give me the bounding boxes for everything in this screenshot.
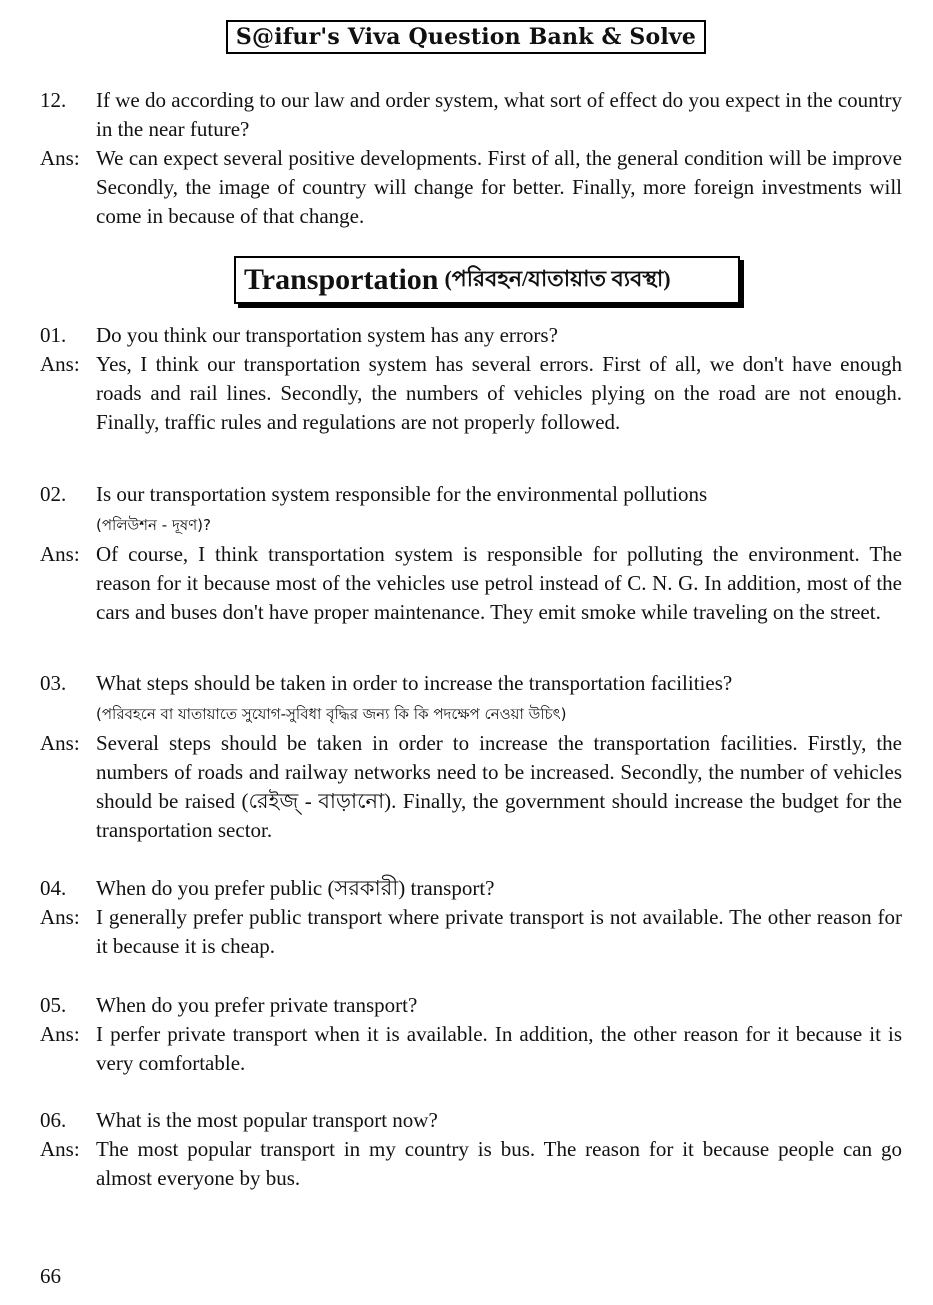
question-number: 03.	[40, 671, 67, 695]
qa-item-02	[40, 480, 902, 627]
qa-item-05	[40, 991, 902, 1078]
page-header-title: S@ifur's Viva Question Bank & Solve	[226, 20, 706, 54]
answer-label: Ans:	[40, 1137, 80, 1161]
question-number: 12.	[40, 88, 67, 112]
answer-label: Ans:	[40, 352, 80, 376]
question-text-en: What steps should be taken in order to increase the transportation facilities?	[96, 671, 733, 695]
answer-text: I generally prefer public transport where private transport is not available. The other reason for it because it is cheap.	[96, 905, 902, 958]
qa-item-12	[40, 86, 902, 231]
qa-item-04	[40, 874, 902, 961]
question-number: 06.	[40, 1108, 67, 1132]
qa-item-01	[40, 321, 902, 437]
question-text-bn: (পলিউশন - দূষণ)?	[96, 516, 211, 534]
answer-text: Of course, I think transportation system is responsible for polluting the environment. The reason for it because most of the vehicles use petrol instead of C. N. G. In addition, most of the cars and buses don't have proper maintenance. They emit smoke while traveling on the street.	[96, 542, 902, 624]
question-text: When do you prefer private transport?	[96, 993, 418, 1017]
question-number: 05.	[40, 993, 67, 1017]
section-title-en: Transportation	[244, 263, 439, 296]
question-number: 01.	[40, 323, 67, 347]
answer-text: I perfer private transport when it is available. In addition, the other reason for it because it is very comfortable.	[96, 1022, 902, 1075]
question-text: Do you think our transportation system has any errors?	[96, 323, 558, 347]
question-text: What is the most popular transport now?	[96, 1108, 438, 1132]
question-text: When do you prefer public (সরকারী) transport?	[96, 876, 495, 900]
answer-label: Ans:	[40, 542, 80, 566]
answer-text: We can expect several positive developments. First of all, the general condition will be improve Secondly, the image of country will change for better. Finally, more foreign investments will come in because of that change.	[96, 146, 902, 228]
qa-item-06	[40, 1106, 902, 1193]
question-text: If we do according to our law and order system, what sort of effect do you expect in the country in the near future?	[96, 88, 902, 141]
question-text-en: Is our transportation system responsible for the environmental pollutions	[96, 482, 708, 506]
section-title-transportation	[234, 256, 740, 304]
question-number: 02.	[40, 482, 67, 506]
qa-item-03	[40, 669, 902, 845]
question-text-bn: (পরিবহনে বা যাতায়াতে সুযোগ-সুবিধা বৃদ্ধির জন্য কি কি পদক্ষেপ নেওয়া উচিৎ)	[96, 705, 567, 723]
answer-text: Several steps should be taken in order to increase the transportation facilities. Firstly, the numbers of roads and railway networks need to be increased. Secondly, the number of vehicles should be raised (রেইজ্ - বাড়ানো). Finally, the government should increase the budget for the transportation sector.	[96, 731, 902, 842]
answer-label: Ans:	[40, 905, 80, 929]
answer-label: Ans:	[40, 146, 80, 170]
question-text	[96, 669, 902, 729]
answer-label: Ans:	[40, 1022, 80, 1046]
answer-text: Yes, I think our transportation system has several errors. First of all, we don't have enough roads and rail lines. Secondly, the numbers of vehicles plying on the road are not enough. Finally, traffic rules and regulations are not properly followed.	[96, 352, 902, 434]
question-number: 04.	[40, 876, 67, 900]
answer-text: The most popular transport in my country is bus. The reason for it because people can go almost everyone by bus.	[96, 1137, 902, 1190]
question-text	[96, 480, 902, 540]
section-title-bn: (পরিবহন/যাতায়াত ব্যবস্থা)	[444, 265, 671, 291]
answer-label: Ans:	[40, 731, 80, 755]
page-number: 66	[40, 1264, 61, 1288]
